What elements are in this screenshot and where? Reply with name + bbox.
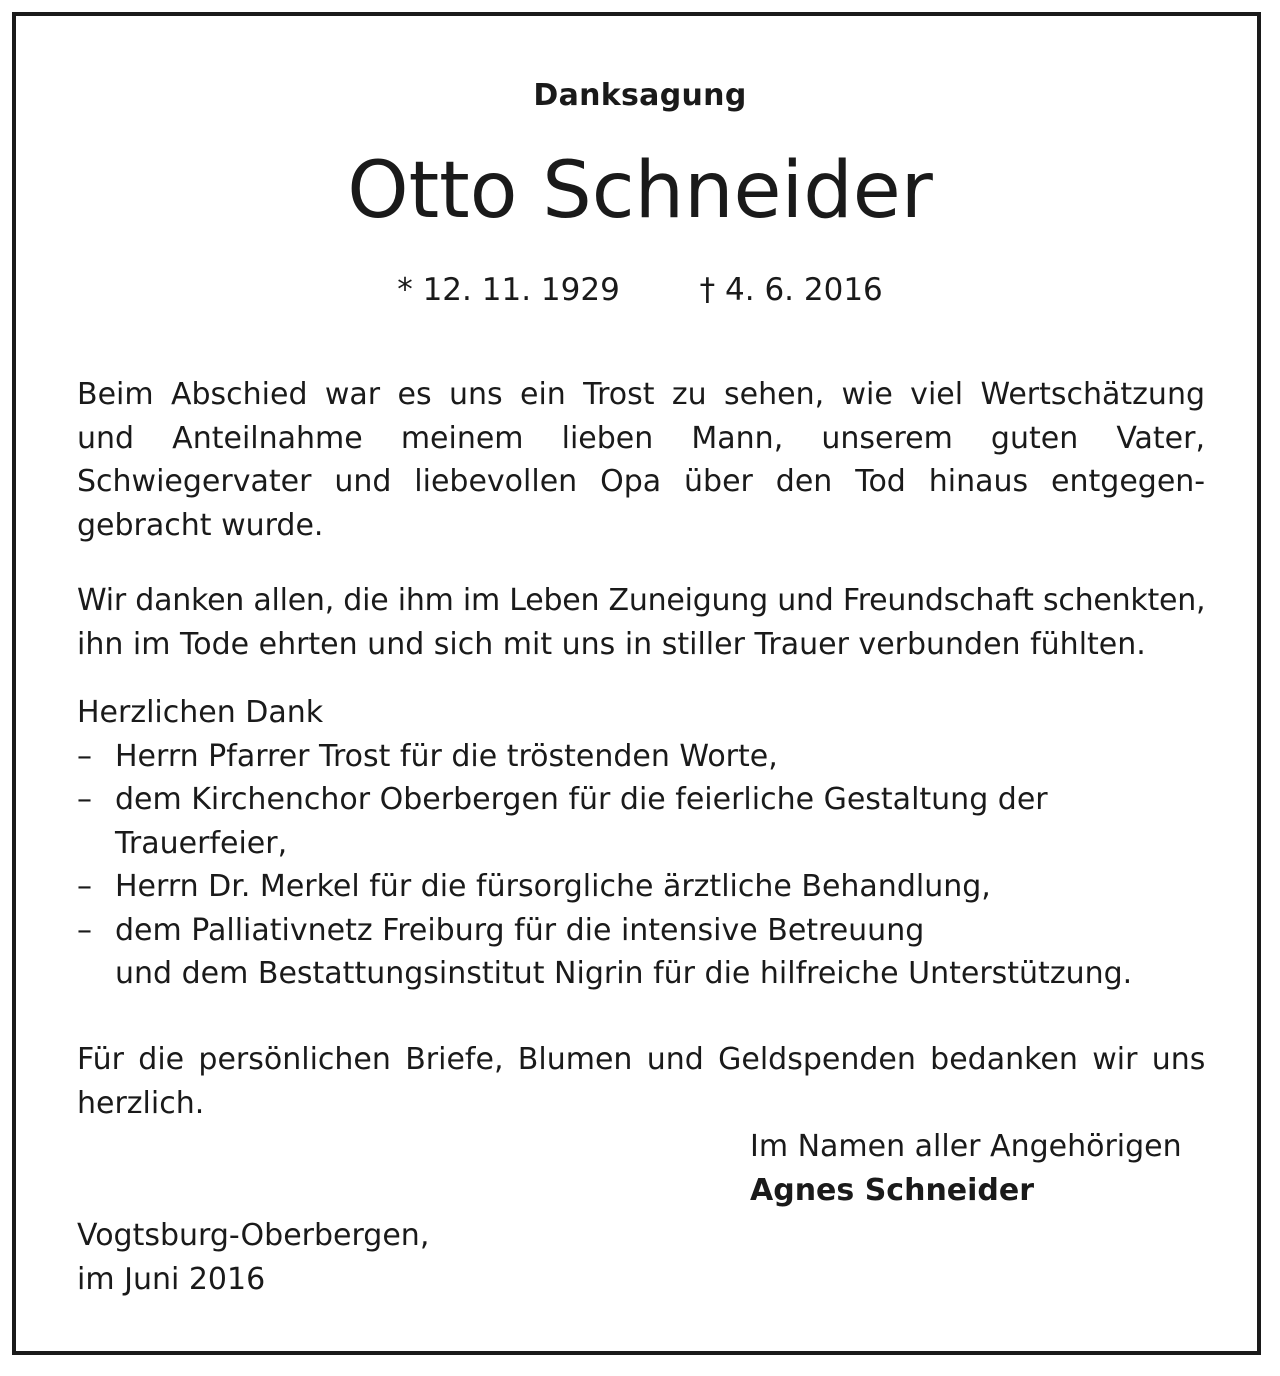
dash-bullet: – [77,738,92,774]
paragraph-thanks-all [77,579,1205,666]
text-line: gebracht wurde. [77,507,324,543]
list-item-text: Herrn Dr. Merkel für die fürsorgliche ärztliche Behandlung, [115,869,991,904]
list-item [77,778,1205,822]
text-line: Für die persönlichen Briefe, Blumen und Geldspenden bedanken wir uns [77,1042,1206,1077]
location-text: Vogtsburg-Oberbergen, [77,1218,430,1253]
death-date: † 4. 6. 2016 [699,272,883,308]
thanks-intro: Herzlichen Dank [77,695,324,730]
dash-bullet: – [77,912,92,948]
dash-bullet: – [77,782,92,817]
signer-name: Agnes Schneider [750,1172,1035,1208]
list-item-text: dem Kirchenchor Oberbergen für die feierliche Gestaltung der [115,782,1048,817]
list-item-text: Herrn Pfarrer Trost für die tröstenden Worte, [115,738,778,774]
list-item [77,909,1205,953]
text-line: Wir danken allen, die ihm im Leben Zuneigung und Freundschaft schenkten, [77,583,1206,618]
thanks-list [77,691,1205,996]
text-line: Beim Abschied war es uns ein Trost zu sehen, wie viel Wertschätzung [77,377,1205,412]
signature-block [750,1125,1182,1212]
paragraph-farewell [77,373,1205,547]
dash-bullet: – [77,869,92,904]
list-item [77,865,1205,909]
on-behalf-text: Im Namen aller Angehörigen [750,1129,1182,1164]
date-text: im Juni 2016 [77,1261,266,1297]
list-item-continuation: und dem Bestattungsinstitut Nigrin für die hilfreiche Unterstützung. [115,956,1133,991]
birth-date: * 12. 11. 1929 [397,272,620,308]
text-line: Schwiegervater und liebevollen Opa über den Tod hinaus entgegen- [77,464,1206,499]
life-dates [0,272,1280,308]
notice-heading: Danksagung [533,78,747,113]
text-line: ihn im Tode ehrten und sich mit uns in stiller Trauer verbunden fühlten. [77,626,1146,662]
list-item [77,735,1205,779]
text-line: herzlich. [77,1085,205,1121]
place-date-block [77,1214,429,1301]
list-item-text: dem Palliativnetz Freiburg für die intensive Betreuung [115,912,925,948]
list-item-continuation: Trauerfeier, [115,825,288,861]
paragraph-donations [77,1038,1205,1125]
text-line: und Anteilnahme meinem lieben Mann, unserem guten Vater, [77,420,1205,456]
deceased-name: Otto Schneider [347,146,933,236]
